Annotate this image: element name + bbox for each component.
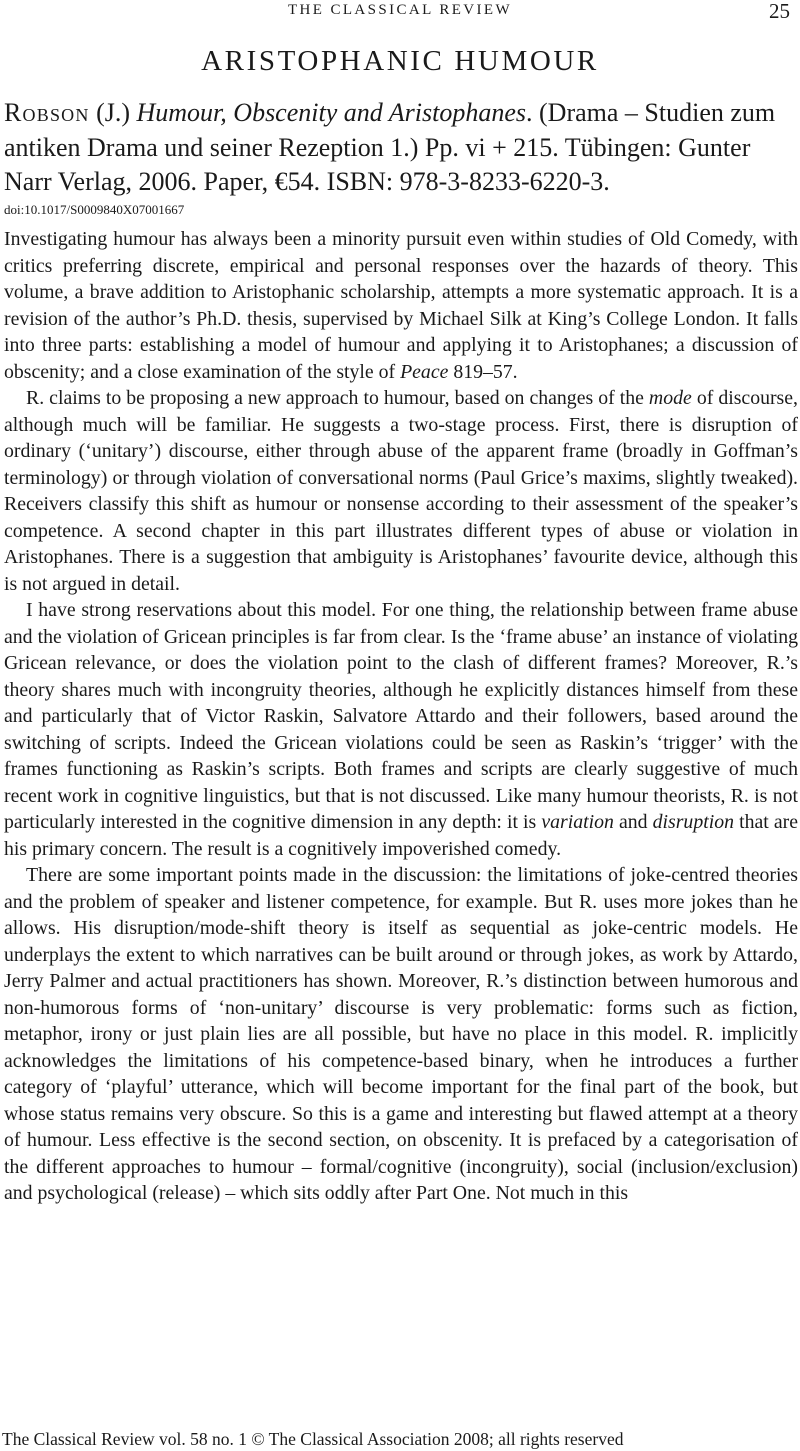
paragraph-3: I have strong reservations about this model. For one thing, the relationship between frame abuse and the violation of Gricean principles is far from clear. Is the ‘frame abuse’ an instance of violating Gricean relevance, or does the violation point to the clash of different frames? Moreover, R.’s theory shares much with incongruity theories, although he explicitly distances himself from these and particularly that of Victor Raskin, Salvatore Attardo and their followers, based around the switching of scripts. Indeed the Gricean violations could be seen as Raskin’s ‘trigger’ with the frames functioning as Raskin’s scripts. Both frames and scripts are clearly suggestive of much recent work in cognitive linguistics, but that is not discussed. Like many humour theorists, R. is not particularly interested in the cognitive dimension in any depth: it is variation and disruption that are his primary concern. The result is a cognitively impoverished comedy. (4, 599, 798, 860)
running-head (0, 0, 800, 22)
article-title: ARISTOPHANIC HUMOUR (201, 45, 599, 77)
author-surname: Robson (4, 98, 90, 127)
paragraph-1: Investigating humour has always been a minority pursuit even within studies of Old Comedy, with critics preferring discrete, empirical and personal responses over the hazards of theory. This volume, a brave addition to Aristophanic scholarship, attempts a more systematic approach. It is a revision of the author’s Ph.D. thesis, supervised by Michael Silk at King’s College London. It falls into three parts: establishing a model of humour and applying it to Aristophanes; a discussion of obscenity; and a close examination of the style of Peace 819–57. (4, 228, 798, 383)
author-initial: (J.) (89, 98, 137, 127)
doi: doi:10.1017/S0009840X07001667 (4, 202, 185, 217)
page-number: 25 (769, 0, 790, 23)
book-citation (4, 96, 798, 200)
book-title: Humour, Obscenity and Aristophanes (136, 98, 527, 127)
review-body (4, 226, 798, 1207)
journal-name: THE CLASSICAL REVIEW (287, 2, 513, 18)
paragraph-2: R. claims to be proposing a new approach to humour, based on changes of the mode of discourse, although much will be familiar. He suggests a two-stage process. First, there is disruption of ordinary (‘unitary’) discourse, either through abuse of the apparent frame (broadly in Goffman’s terminology) or through violation of conversational norms (Paul Grice’s maxims, slightly tweaked). Receivers classify this shift as humour or nonsense according to their assessment of the speaker’s competence. A second chapter in this part illustrates different types of abuse or violation in Aristophanes. There is a suggestion that ambiguity is Aristophanes’ favourite device, although this is not argued in detail. (4, 387, 798, 595)
paragraph-4: There are some important points made in the discussion: the limitations of joke-centred theories and the problem of speaker and listener competence, for example. But R. uses more jokes than he allows. His disruption/mode-shift theory is itself as sequential as joke-centric models. He underplays the extent to which narratives can be built around or through jokes, as work by Attardo, Jerry Palmer and actual practitioners has shown. Moreover, R.’s distinction between humorous and non-humorous forms of ‘non-unitary’ discourse is very problematic: forms such as fiction, metaphor, irony or just plain lies are all possible, but have no place in this model. R. implicitly acknowledges the limitations of his competence-based binary, when he introduces a further category of ‘playful’ utterance, which will become important for the final part of the book, but whose status remains very obscure. So this is a game and interesting but flawed attempt at a theory of humour. Less effective is the second section, on obscenity. It is prefaced by a categorisation of the different approaches to humour – formal/cognitive (incongruity), social (inclusion/exclusion) and psychological (release) – which sits oddly after Part One. Not much in this (4, 864, 798, 1204)
copyright-footer: The Classical Review vol. 58 no. 1 © The Classical Association 2008; all rights reserved (2, 1429, 624, 1449)
publication-details: . (Drama – Studien zum antiken Drama und seiner Rezeption 1.) Pp. vi + 215. Tübingen: Gunter Narr Verlag, 2006. Paper, €54. ISBN: 978-3-8233-6220-3. (4, 98, 776, 196)
